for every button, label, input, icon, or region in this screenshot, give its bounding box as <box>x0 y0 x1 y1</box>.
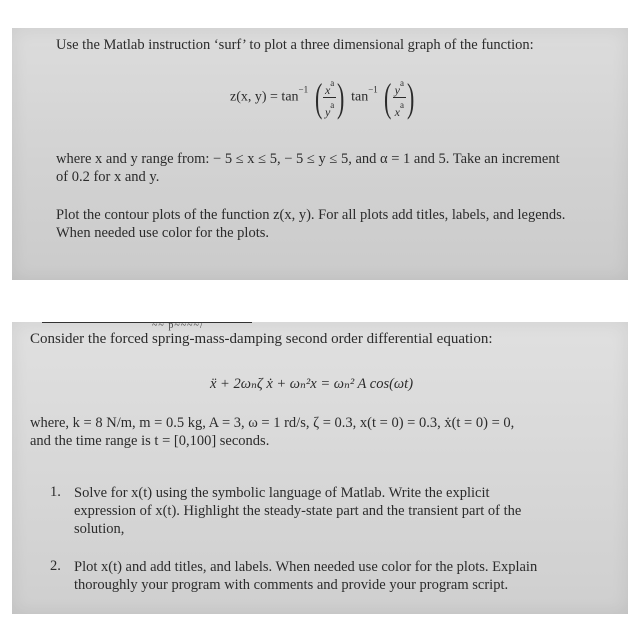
paren-open-2: ( <box>384 74 392 120</box>
frac1-num: x <box>324 83 331 97</box>
item-2-line-2: thoroughly your program with comments and provide your program script. <box>74 577 509 593</box>
frac1-den-exp: a <box>330 100 335 110</box>
frac2-den-exp: a <box>399 100 404 110</box>
equation-lhs: z(x, y) = tan <box>230 89 299 105</box>
surf-instruction: Use the Matlab instruction ‘surf’ to plot a three dimensional graph of the function: <box>56 37 534 53</box>
fraction-1 <box>323 76 336 119</box>
frac2-den: x <box>394 105 400 119</box>
equation-mid: tan <box>351 89 369 105</box>
inverse-exponent-2: −1 <box>368 84 378 95</box>
frac2-num: y <box>394 83 400 97</box>
cut-off-header-text: ~~ p~~~~/ <box>152 322 204 331</box>
paren-close-2: ) <box>406 74 415 120</box>
item-2-line-1: Plot x(t) and add titles, and labels. When needed use color for the plots. Explain <box>74 559 538 575</box>
paren-open-1: ( <box>314 74 322 120</box>
params-line-2: and the time range is t = [0,100] seconds. <box>30 433 270 449</box>
ode-equation: ẍ + 2ωₙζ ẋ + ωₙ²x = ωₙ² A cos(ωt) <box>210 376 414 392</box>
ode-intro: Consider the forced spring-mass-damping second order differential equation: <box>30 331 493 347</box>
frac2-num-exp: a <box>399 78 404 88</box>
paren-close-1: ) <box>337 74 345 120</box>
frac1-den: y <box>324 105 331 119</box>
item-1-line-3: solution, <box>74 521 125 537</box>
item-1-line-2: expression of x(t). Highlight the steady-state part and the transient part of the <box>74 503 522 519</box>
top-photo <box>12 28 628 280</box>
params-line-1: where, k = 8 N/m, m = 0.5 kg, A = 3, ω = 1 rd/s, ζ = 0.3, x(t = 0) = 0.3, ẋ(t = 0) = 0, <box>30 415 515 431</box>
cut-off-header-line <box>42 322 252 326</box>
function-equation <box>230 76 417 119</box>
inverse-exponent-1: −1 <box>298 84 309 95</box>
range-line-2: of 0.2 for x and y. <box>56 169 160 185</box>
item-1-number: 1. <box>50 484 61 500</box>
bottom-photo <box>12 322 628 614</box>
contour-line-1: Plot the contour plots of the function z(x, y). For all plots add titles, labels, and legends. <box>56 207 566 223</box>
fraction-2 <box>393 76 406 119</box>
item-1-line-1: Solve for x(t) using the symbolic language of Matlab. Write the explicit <box>74 485 490 501</box>
range-line-1: where x and y range from: − 5 ≤ x ≤ 5, − 5 ≤ y ≤ 5, and α = 1 and 5. Take an increment <box>56 151 560 167</box>
frac1-num-exp: a <box>330 78 335 88</box>
contour-line-2: When needed use color for the plots. <box>56 225 269 241</box>
item-2-number: 2. <box>50 558 61 574</box>
